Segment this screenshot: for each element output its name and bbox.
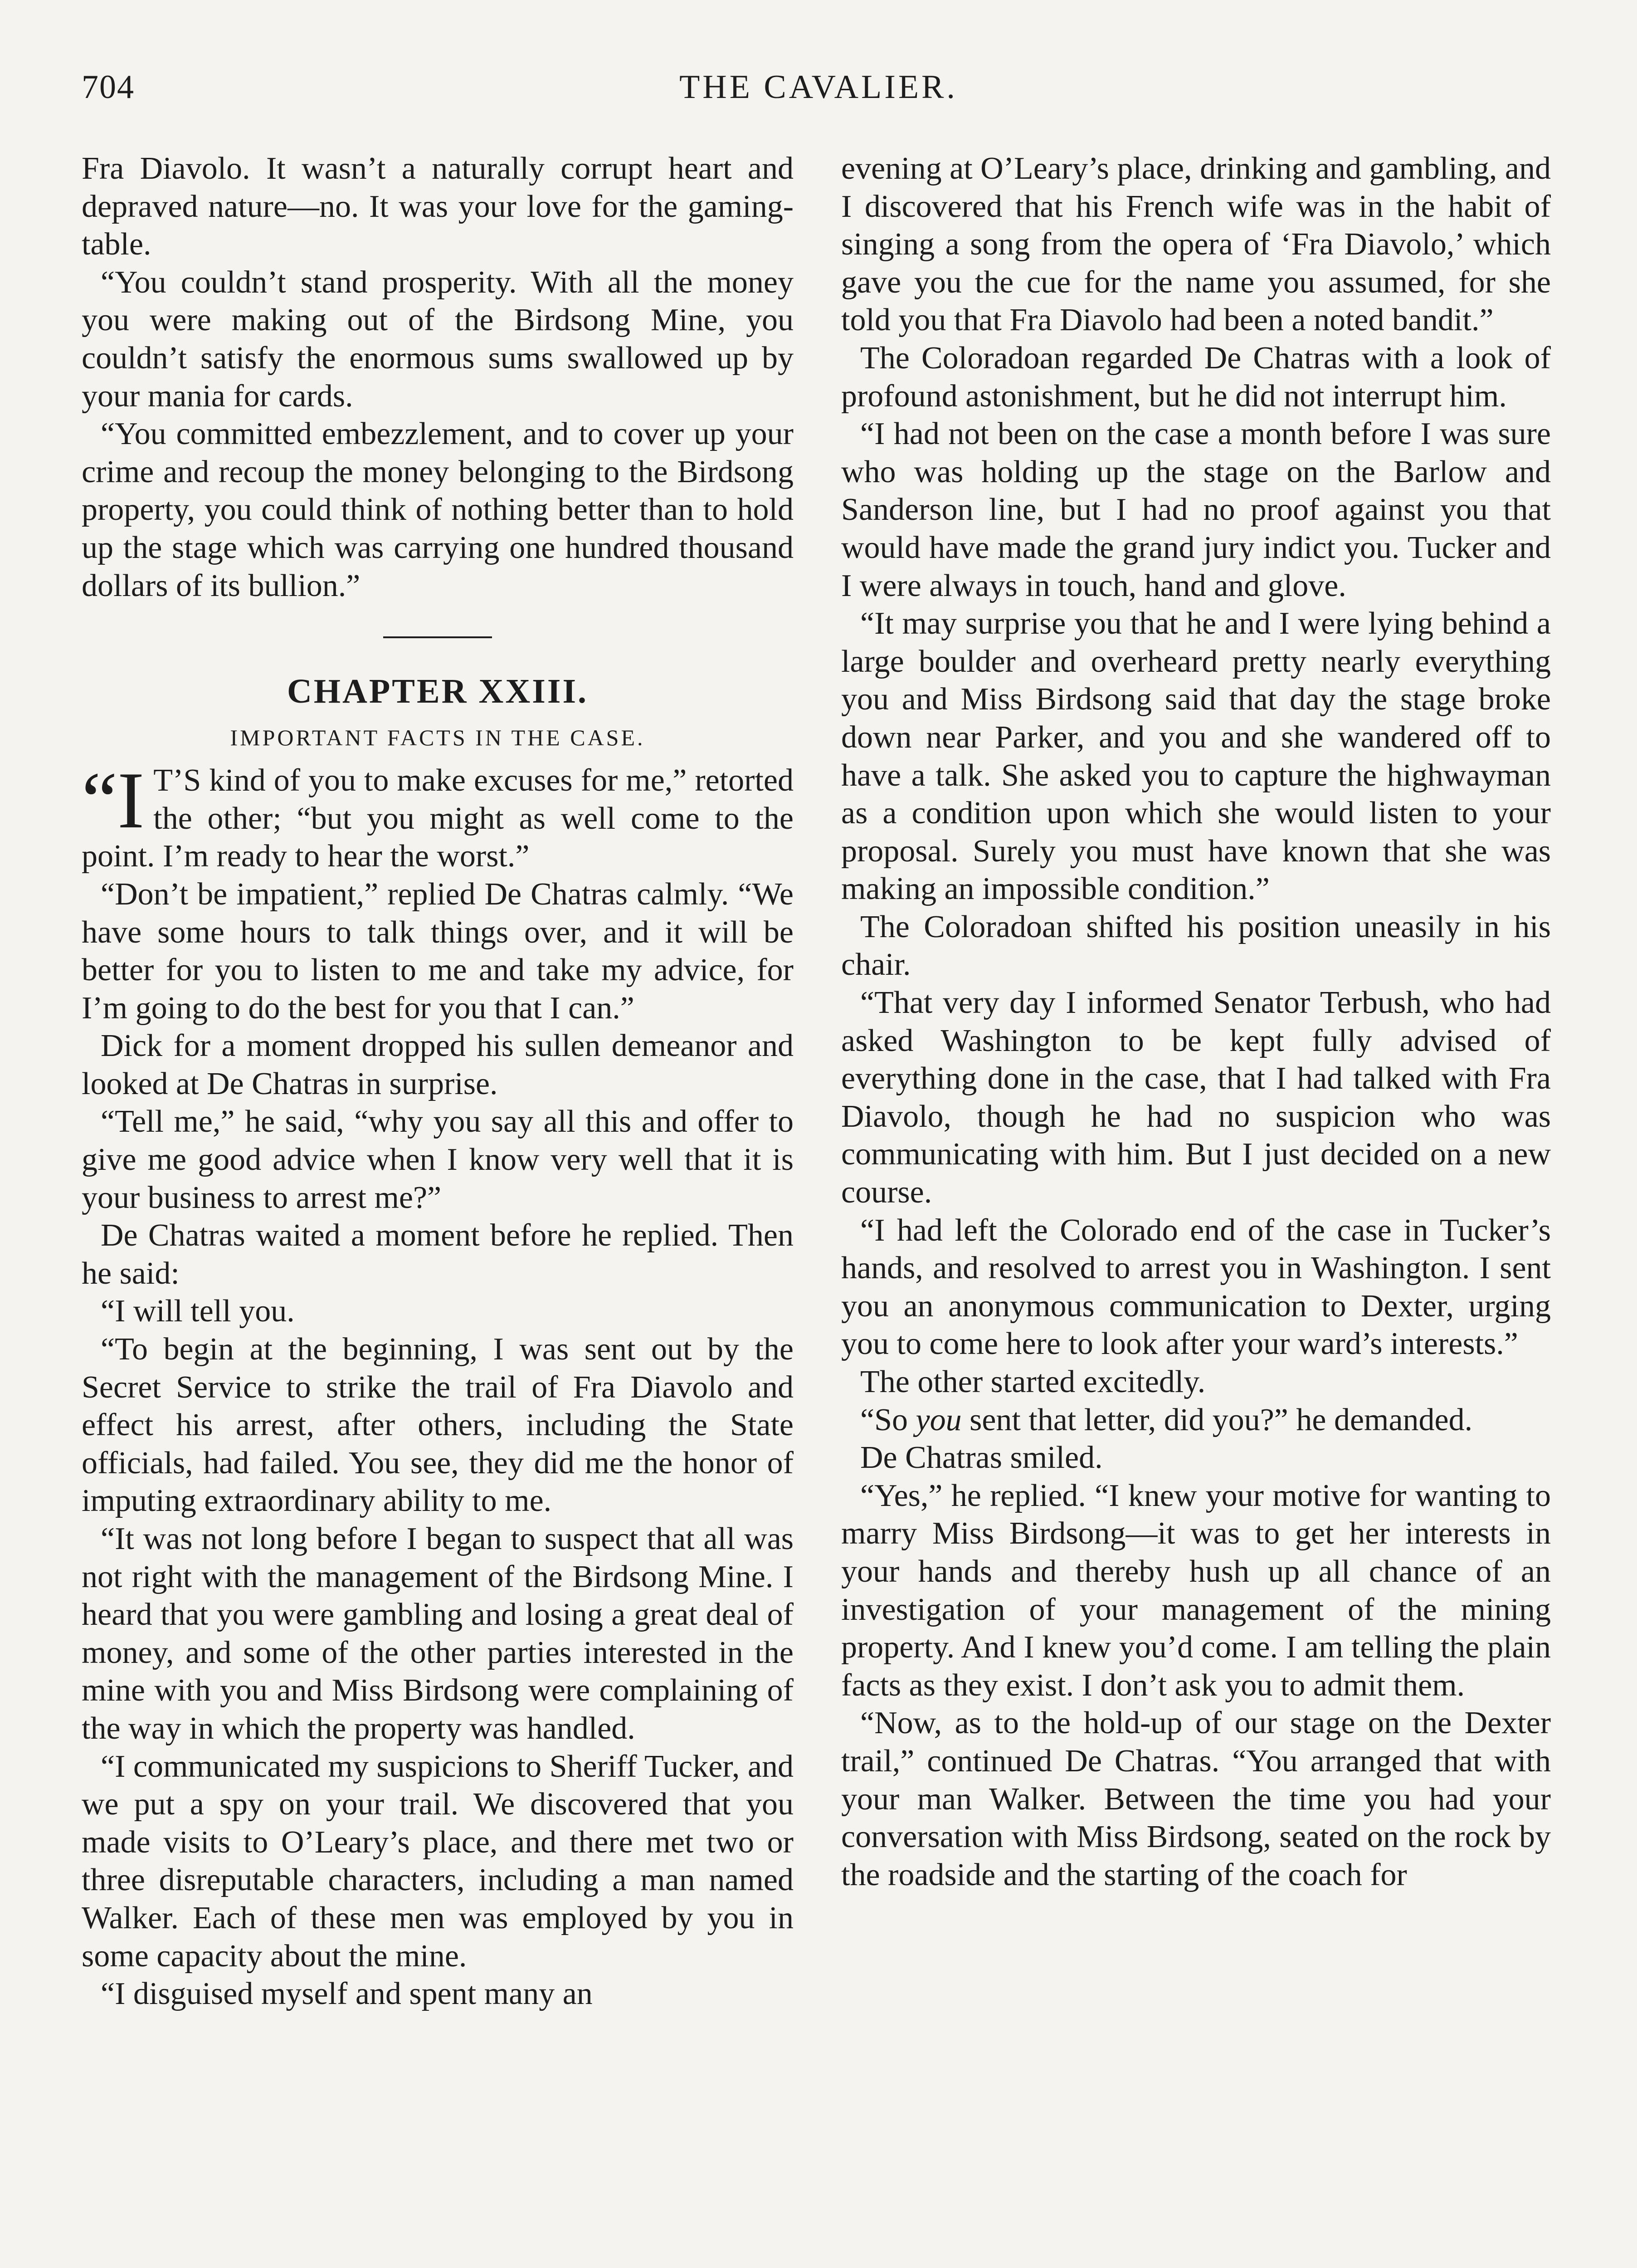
- paragraph: “Tell me,” he said, “why you say all this and offer to give me good advice when I know very well that it is your business to arrest me?”: [82, 1104, 794, 1215]
- paragraph: “It may surprise you that he and I were lying behind a large boulder and overheard pretty nearly everything you and Miss Birdsong said that day the stage broke down near Parker, and you and she wandered off to have a talk. She asked you to capture the highwayman as a condition upon which she would listen to your proposal. Surely you must have known that she was making an impossible condition.”: [841, 606, 1551, 907]
- page-number: 704: [82, 68, 135, 106]
- text-run: sent that letter, did you?” he demanded.: [961, 1402, 1473, 1437]
- chapter-subtitle: IMPORTANT FACTS IN THE CASE.: [230, 725, 645, 751]
- paragraph: “I had left the Colorado end of the case in Tucker’s hands, and resolved to arrest you in Washington. I sent you an anonymous communication to Dexter, urging you to come here to look after your ward’s interests.”: [841, 1212, 1551, 1362]
- paragraph: De Chatras waited a moment before he replied. Then he said:: [82, 1218, 794, 1291]
- opening-paragraph: [82, 755, 794, 875]
- paragraph: “To begin at the beginning, I was sent out by the Secret Service to strike the trail of Fra Diavolo and effect his arrest, after others, including the State officials, had failed. You see, they did me the honor of imputing extraordinary ability to me.: [82, 1332, 794, 1519]
- paragraph: “Yes,” he replied. “I knew your motive for wanting to marry Miss Birdsong—it was to get her interests in your hands and thereby hush up all chance of an investigation of your management of the mining property. And I knew you’d come. I am telling the plain facts as they exist. I don’t ask you to admit them.: [841, 1478, 1551, 1703]
- paragraph: The Coloradoan shifted his position uneasily in his chair.: [841, 909, 1551, 982]
- page-header: [82, 68, 1555, 118]
- paragraph: Fra Diavolo. It wasn’t a naturally corrupt heart and depraved nature—no. It was your love for the gaming-table.: [82, 151, 794, 262]
- right-column: [841, 150, 1551, 1894]
- paragraph: [841, 1401, 1551, 1439]
- paragraph: The other started excitedly.: [860, 1364, 1206, 1399]
- emphasis: you: [916, 1402, 962, 1437]
- paragraph: “You couldn’t stand prosperity. With all the money you were making out of the Birdsong Mine, you couldn’t satisfy the enormous sums swallowed up by your mania for cards.: [82, 264, 794, 414]
- paragraph: “I disguised myself and spent many an: [101, 1976, 593, 2012]
- paragraph: “I communicated my suspicions to Sheriff Tucker, and we put a spy on your trail. We discovered that you made visits to O’Leary’s place, and there met two or three disreputable characters, including a man named Walker. Each of these men was employed by you in some capacity about the mine.: [82, 1749, 794, 1974]
- paragraph: “That very day I informed Senator Terbush, who had asked Washington to be kept fully advised of everything done in the case, that I had talked with Fra Diavolo, though he had no suspicion who was communicating with him. But I just decided on a new course.: [841, 985, 1551, 1210]
- paragraph: Dick for a moment dropped his sullen demeanor and looked at De Chatras in surprise.: [82, 1028, 794, 1101]
- chapter-title: CHAPTER XXIII.: [287, 672, 589, 711]
- left-column: [82, 150, 794, 2013]
- running-title: THE CAVALIER.: [679, 68, 958, 106]
- opening-text: T’S kind of you to make excuses for me,” retorted the other; “but you might as well come to the point. I’m ready to hear the worst.”: [82, 763, 794, 874]
- paragraph: evening at O’Leary’s place, drinking and gambling, and I discovered that his French wife was in the habit of singing a song from the opera of ‘Fra Diavolo,’ which gave you the cue for the name you assumed, for she told you that Fra Diavolo had been a noted bandit.”: [841, 151, 1551, 338]
- paragraph: “Don’t be impatient,” replied De Chatras calmly. “We have some hours to talk things over, and it will be better for you to listen to me and take my advice, for I’m going to do the best for you that I can.”: [82, 876, 794, 1026]
- paragraph: The Coloradoan regarded De Chatras with a look of profound astonishment, but he did not interrupt him.: [841, 340, 1551, 414]
- paragraph: “I had not been on the case a month before I was sure who was holding up the stage on the Barlow and Sanderson line, but I had no proof against you that would have made the grand jury indict you. Tucker and I were always in touch, hand and glove.: [841, 416, 1551, 603]
- paragraph: “I will tell you.: [101, 1294, 295, 1329]
- section-divider: [383, 636, 492, 638]
- paragraph: “You committed embezzlement, and to cover up your crime and recoup the money belonging to the Birdsong property, you could think of nothing better than to hold up the stage which was carrying one hundred thousand dollars of its bullion.”: [82, 416, 794, 603]
- drop-cap: “I: [82, 755, 145, 846]
- text-run: “So: [860, 1402, 916, 1437]
- paragraph: “It was not long before I began to suspect that all was not right with the management of the Birdsong Mine. I heard that you were gambling and losing a great deal of money, and some of the other parties interested in the mine with you and Miss Birdsong were complaining of the way in which the property was handled.: [82, 1521, 794, 1746]
- paragraph: “Now, as to the hold-up of our stage on the Dexter trail,” continued De Chatras. “You arranged that with your man Walker. Between the time you had your conversation with Miss Birdsong, seated on the rock by the roadside and the starting of the coach for: [841, 1706, 1551, 1892]
- paragraph: De Chatras smiled.: [860, 1440, 1103, 1476]
